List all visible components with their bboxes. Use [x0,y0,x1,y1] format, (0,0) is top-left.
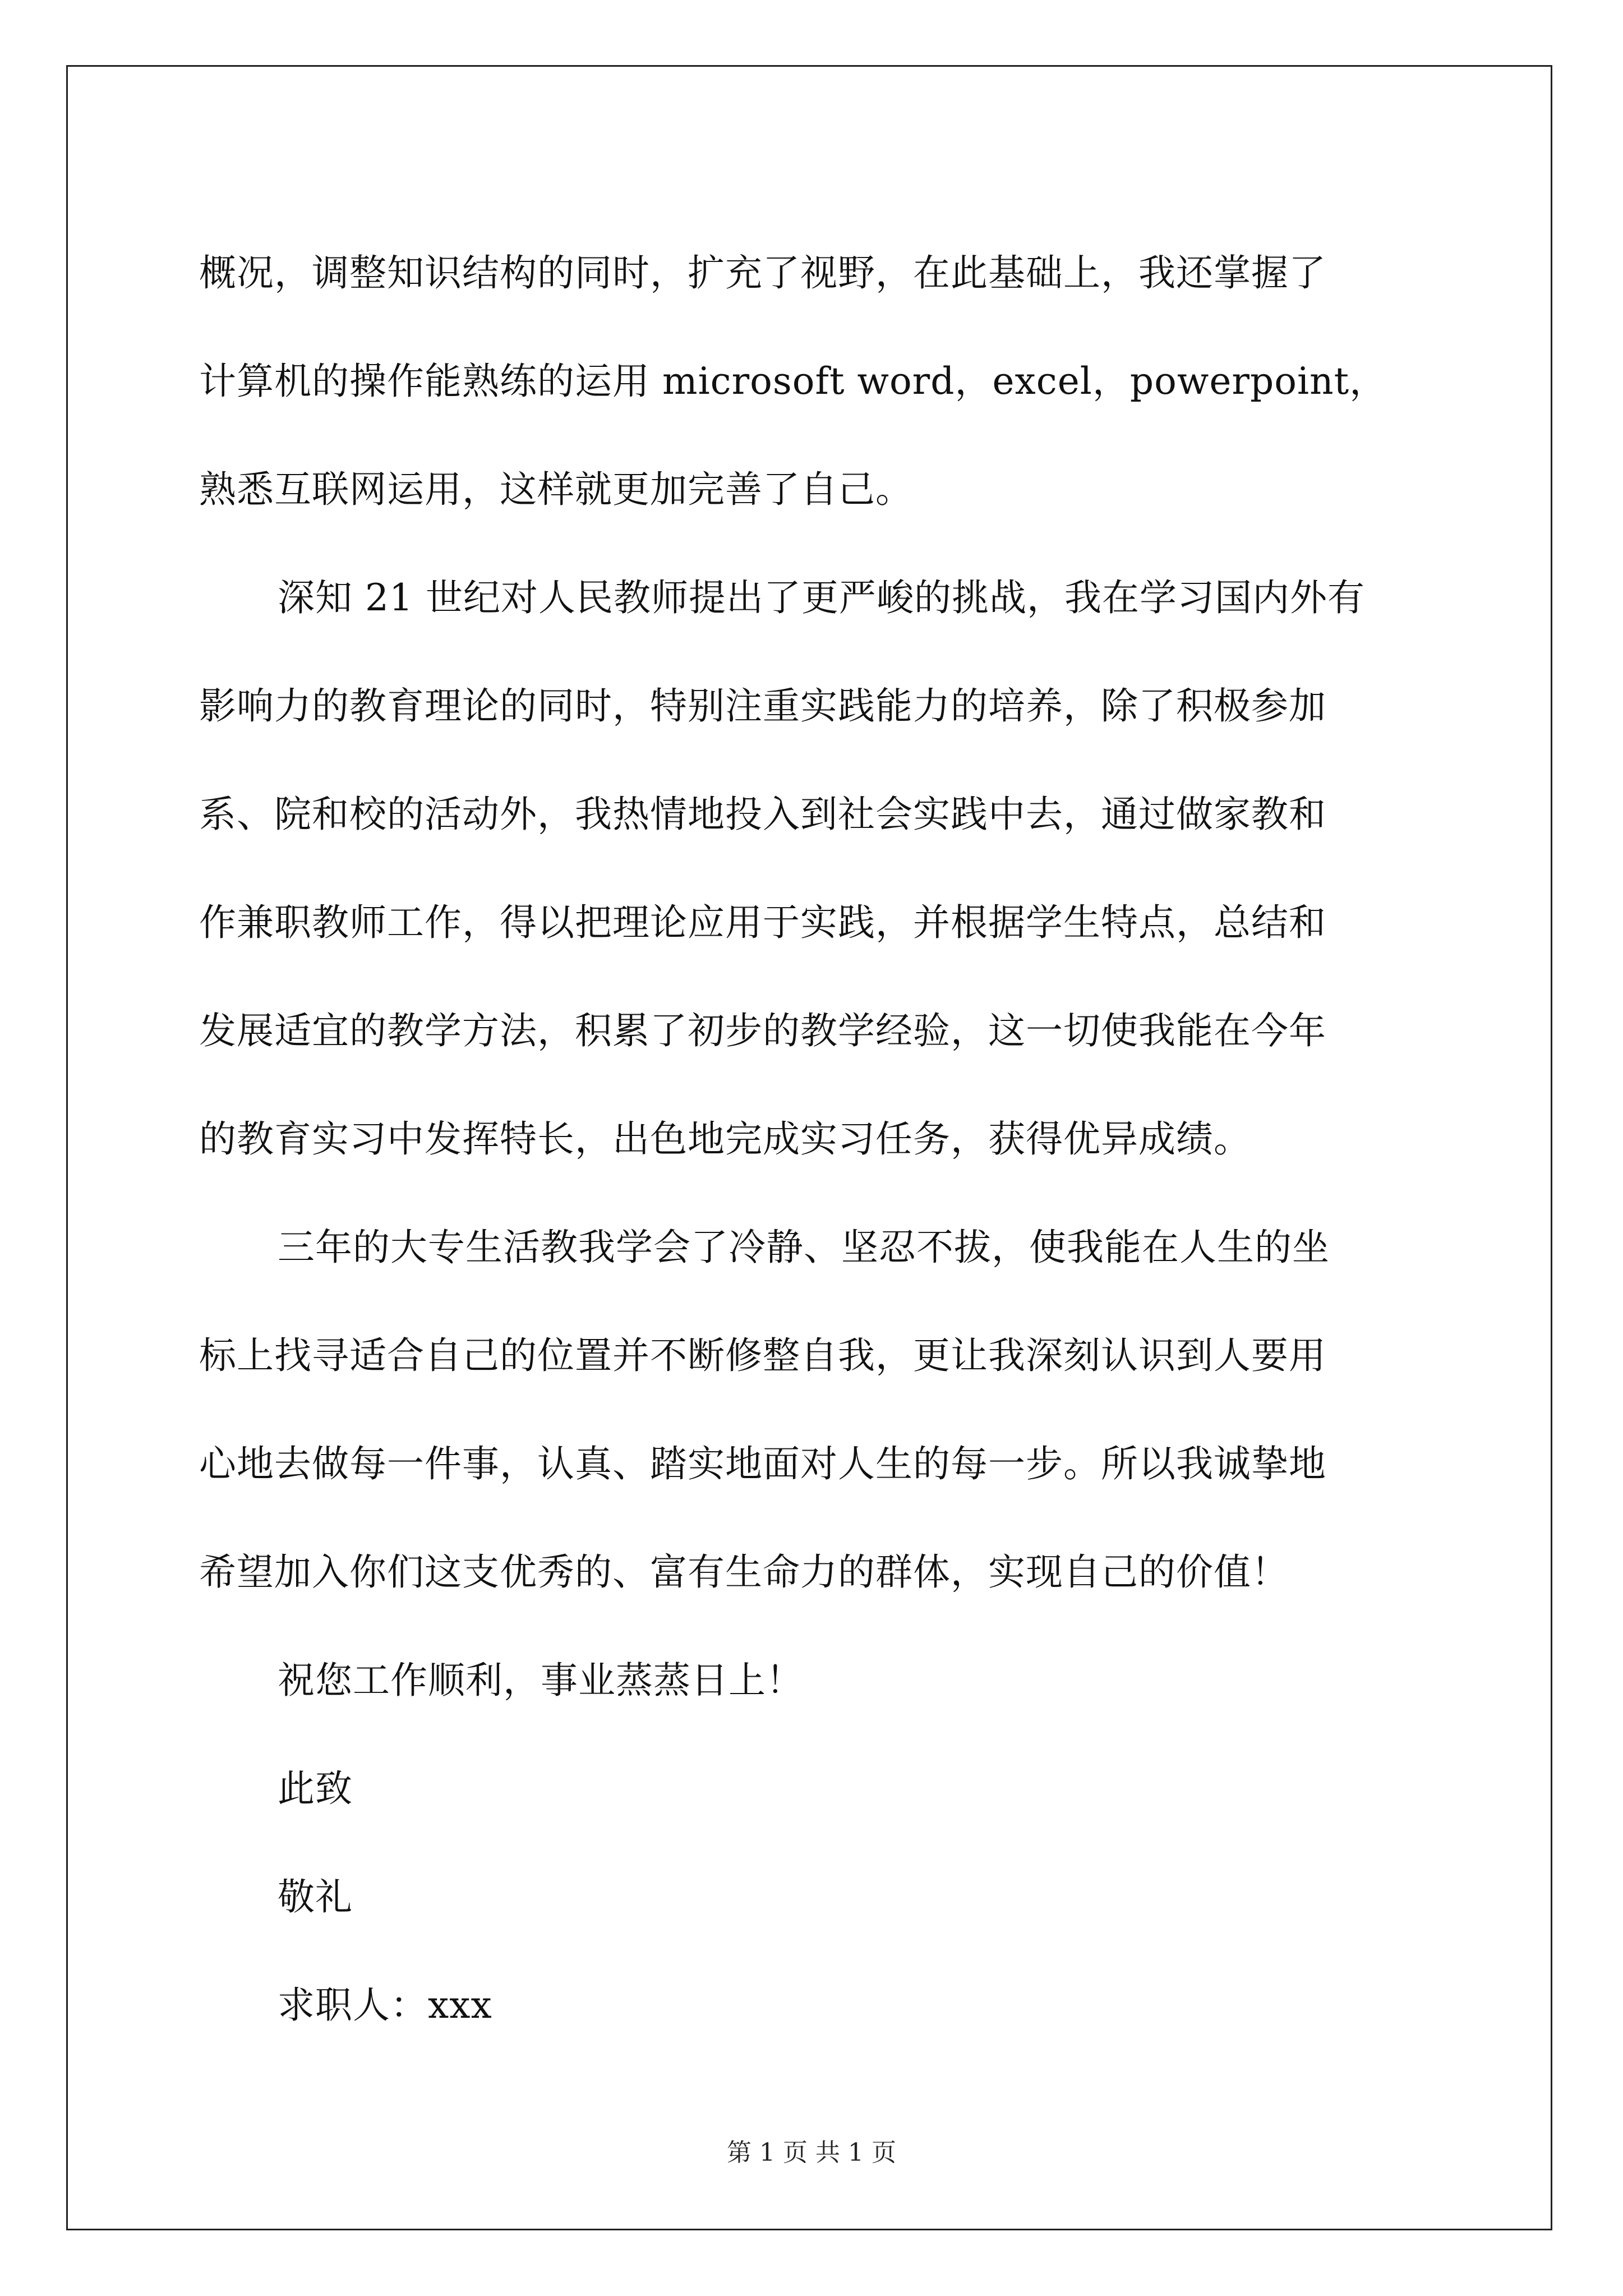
letter-body [199,219,1424,2059]
salutation-cizhi: 此致 [278,1767,353,1810]
text-line: 作兼职教师工作，得以把理论应用于实践，并根据学生特点，总结和 [199,901,1326,944]
text-line: 系、院和校的活动外，我热情地投入到社会实践中去，通过做家教和 [199,793,1326,836]
text-line: 熟悉互联网运用，这样就更加完善了自己。 [199,468,913,511]
paragraph-start-line: 三年的大专生活教我学会了冷静、坚忍不拔，使我能在人生的坐 [278,1226,1330,1269]
salutation-jingli: 敬礼 [278,1875,353,1918]
text-line: 概况，调整知识结构的同时，扩充了视野，在此基础上，我还掌握了 [199,251,1326,295]
text-line: 计算机的操作能熟练的运用 microsoft word，excel，powerpoint， [199,360,1387,403]
closing-wish: 祝您工作顺利，事业蒸蒸日上！ [278,1659,804,1702]
text-line: 发展适宜的教学方法，积累了初步的教学经验，这一切使我能在今年 [199,1009,1326,1052]
text-line: 的教育实习中发挥特长，出色地完成实习任务，获得优异成绩。 [199,1117,1251,1161]
page-footer: 第 1 页 共 1 页 [727,2138,896,2167]
text-line: 标上找寻适合自己的位置并不断修整自我，更让我深刻认识到人要用 [199,1334,1326,1377]
signature-line: 求职人：xxx [278,1984,492,2027]
text-line: 心地去做每一件事，认真、踏实地面对人生的每一步。所以我诚挚地 [199,1442,1326,1485]
paragraph-start-line: 深知 21 世纪对人民教师提出了更严峻的挑战，我在学习国内外有 [278,576,1365,619]
text-line: 希望加入你们这支优秀的、富有生命力的群体，实现自己的价值！ [199,1550,1289,1594]
text-line: 影响力的教育理论的同时，特别注重实践能力的培养，除了积极参加 [199,684,1326,728]
